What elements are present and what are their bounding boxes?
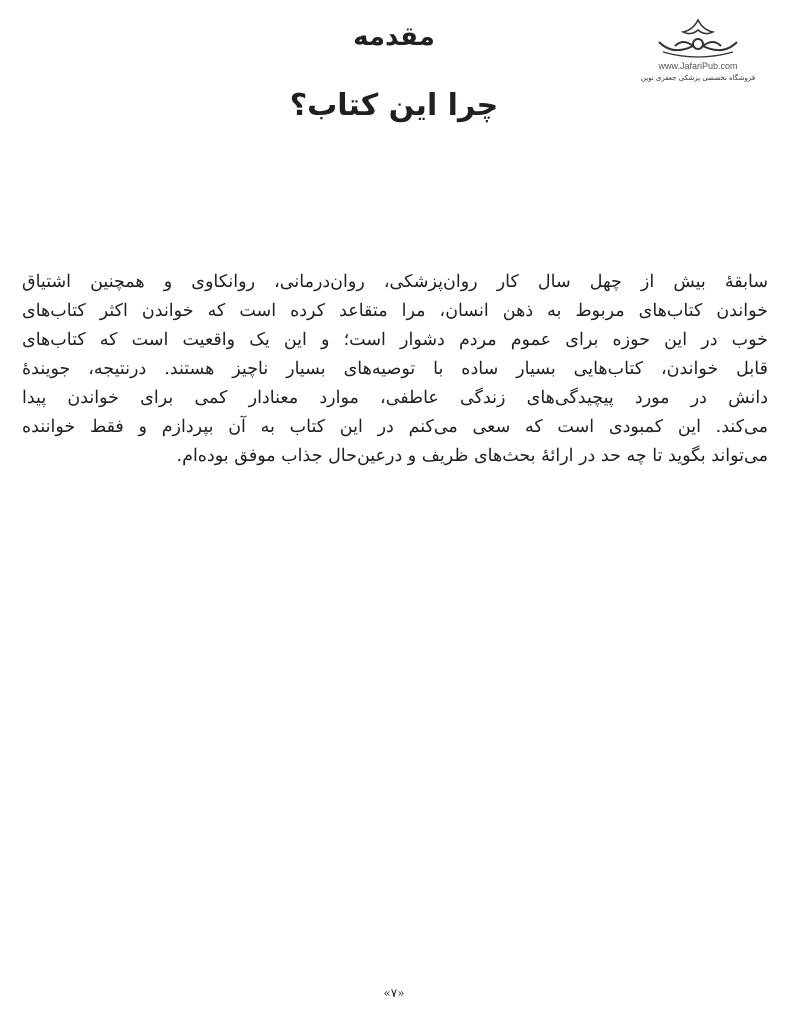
paragraph-line: خوب در این حوزه برای عموم مردم دشوار است؛ و این یک واقعیت است که کتاب‌های — [22, 330, 768, 350]
paragraph-line: قابل خواندن، کتاب‌هایی بسیار ساده با توصیه‌های بسیار ناچیز هستند. درنتیجه، جویندهٔ — [22, 359, 768, 379]
body-paragraph — [22, 268, 768, 471]
chapter-title: چرا این کتاب؟ — [289, 88, 499, 123]
paragraph-line: سابقهٔ بیش از چهل سال کار روان‌پزشکی، روان‌درمانی، روانکاوی و همچنین اشتیاق — [22, 272, 768, 292]
paragraph-line: می‌کند. این کمبودی است که سعی می‌کنم در این کتاب به آن بپردازم و فقط خواننده — [22, 417, 768, 437]
section-title: مقدمه — [353, 22, 435, 52]
logo-tagline: فروشگاه تخصصی پزشکی جعفری نوین — [640, 74, 756, 82]
paragraph-line: می‌تواند بگوید تا چه حد در ارائهٔ بحث‌های ظریف و درعین‌حال جذاب موفق بوده‌ام. — [176, 446, 768, 466]
paragraph-line: دانش در مورد پیچیدگی‌های زندگی عاطفی، موارد معنادار کمی برای خواندن پیدا — [22, 388, 768, 408]
logo-url: www.JafariPub.com — [658, 61, 738, 71]
paragraph-line: خواندن کتاب‌های مربوط به ذهن انسان، مرا متقاعد کرده است که خواندن اکثر کتاب‌های — [22, 301, 768, 321]
page-number: «۷» — [383, 986, 405, 1000]
